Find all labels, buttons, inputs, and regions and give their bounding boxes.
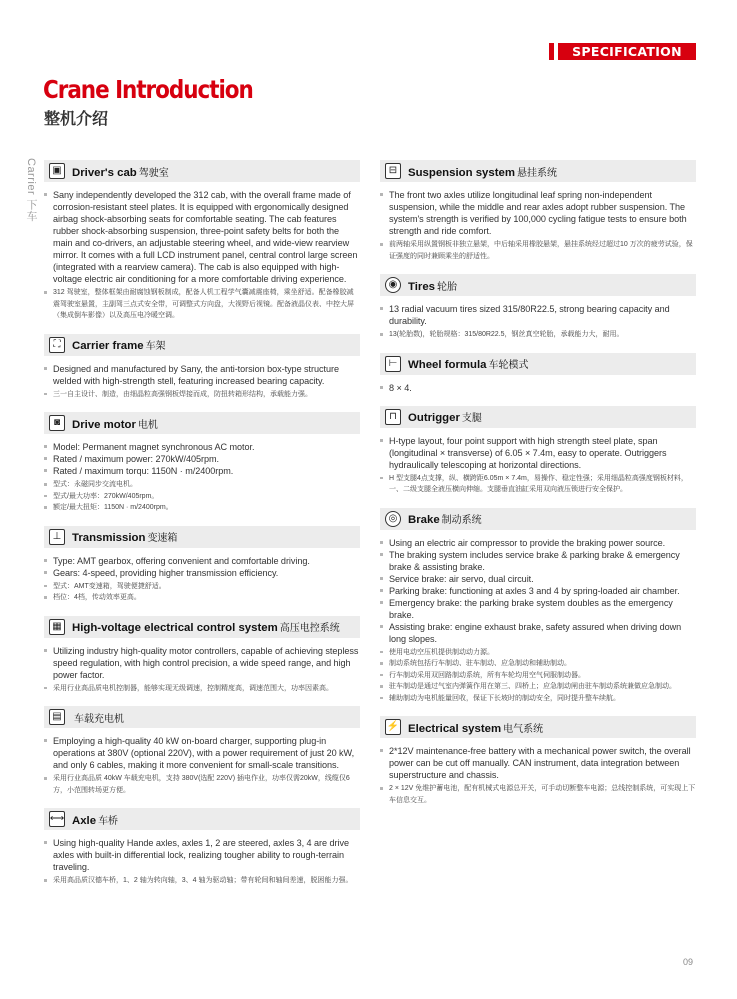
section-title-en: Electrical system <box>408 722 502 735</box>
section-title <box>408 278 457 293</box>
section-title-cn: 车桥 <box>98 815 119 827</box>
carrier-frame-icon: ⛶ <box>49 337 65 353</box>
section-drive-motor <box>44 412 360 514</box>
section-title-en: Driver's cab <box>72 166 137 179</box>
section-onboard-charger <box>44 706 360 796</box>
badge-bar <box>549 43 554 60</box>
bullet-cn: 三一自主设计、制造，由细晶粒高强钢板焊接而成，防扭转箱形结构，承载能力强。 <box>53 389 360 401</box>
section-header <box>380 508 696 530</box>
english-bullets <box>44 189 360 285</box>
left-column <box>44 160 360 899</box>
section-header <box>44 706 360 728</box>
bullet-cn: 13(轮胎数)，轮胎规格：315/80R22.5，钢丝真空轮胎，承载能力大，耐用。 <box>389 329 696 341</box>
bullet-en: H-type layout, four point support with high strength steel plate, span (longitudinal × transverse) of 6.05 × 7.4m, easy to operate. Outriggers hydraulically telescoping at horizontal directions. <box>389 435 696 471</box>
bullet-cn: 采用行业高品质电机控制器，能够实现无级调速，控制精度高，调速范围大，功率因素高。 <box>53 683 360 695</box>
english-bullets <box>44 837 360 873</box>
chinese-bullets <box>44 479 360 514</box>
section-title-en: Axle <box>72 814 97 827</box>
bullet-cn: 档位：4档，传动效率更高。 <box>53 592 360 604</box>
section-header <box>44 526 360 548</box>
bullet-en: Using high-quality Hande axles, axles 1, 2 are steered, axles 3, 4 are drive axles with built-in differential lock, realizing tougher ability to rough-terrain traveling. <box>53 837 360 873</box>
bullet-en: 8 × 4. <box>389 382 696 394</box>
section-title-en: Transmission <box>72 532 146 544</box>
bullet-cn: 制动系统包括行车制动、驻车制动、应急制动和辅助制动。 <box>389 658 696 670</box>
bullet-en: 13 radial vacuum tires sized 315/80R22.5, strong bearing capacity and durability. <box>389 303 696 327</box>
bullet-cn: 型式：永磁同步交流电机。 <box>53 479 360 491</box>
section-outrigger <box>380 406 696 496</box>
chinese-bullets <box>44 287 360 322</box>
section-header <box>380 716 696 738</box>
section-title <box>408 511 482 526</box>
chinese-bullets <box>380 239 696 262</box>
section-title-cn: 电气系统 <box>503 723 544 735</box>
drive-motor-icon: ◙ <box>49 415 65 431</box>
charger-icon: ▤ <box>49 709 65 725</box>
section-title-en: High-voltage electrical control system <box>72 622 278 634</box>
hv-control-icon: ▦ <box>49 619 65 635</box>
section-transmission <box>44 526 360 604</box>
right-column <box>380 160 696 818</box>
page-title: Crane Introduction <box>43 75 253 104</box>
section-tires <box>380 274 696 341</box>
section-title-en: Outrigger <box>408 412 460 424</box>
section-hv-control <box>44 616 360 695</box>
bullet-cn: 行车制动采用双回路制动系统，所有车轮均用空气伺服制动器。 <box>389 670 696 682</box>
english-bullets <box>380 435 696 471</box>
section-title-en: Carrier frame <box>72 340 144 352</box>
section-title-cn: 变速箱 <box>147 533 178 544</box>
section-title <box>72 416 158 431</box>
section-title <box>72 812 118 827</box>
suspension-icon: ⊟ <box>385 163 401 179</box>
chinese-bullets <box>44 389 360 401</box>
section-header <box>44 334 360 356</box>
section-title-cn: 车架 <box>145 341 166 352</box>
section-title-en: Brake <box>408 514 440 526</box>
section-title-en: Drive motor <box>72 418 136 431</box>
section-header <box>44 808 360 830</box>
section-axle <box>44 808 360 887</box>
wheel-formula-icon: ⊢ <box>385 356 401 372</box>
bullet-cn: 驻车制动是通过气室内弹簧作用在第三、四桥上；应急制动闸由驻车制动系统兼做应急制动。 <box>389 681 696 693</box>
tire-icon: ◉ <box>385 277 401 293</box>
page-subtitle: 整机介绍 <box>44 111 109 128</box>
english-bullets <box>44 441 360 477</box>
section-header <box>44 412 360 434</box>
bullet-en: Utilizing industry high-quality motor controllers, capable of achieving stepless speed regulation, with high control precision, a wide speed range, and high power factor. <box>53 645 359 680</box>
section-drivers-cab <box>44 160 360 322</box>
drivers-cab-icon: ▣ <box>49 163 65 179</box>
bullet-en: Type: AMT gearbox, offering convenient and comfortable driving. <box>53 555 360 567</box>
section-title <box>72 529 177 544</box>
bullet-cn: 型式/最大功率：270kW/405rpm。 <box>53 491 360 503</box>
bullet-cn: H 型支腿4点支撑，纵、横跨距6.05m × 7.4m，易操作、稳定性强；采用细晶粒高强度钢板材料，一、二级支腿全液压横向伸缩。支腿垂直油缸采用双向液压锁进行安全保护。 <box>389 473 696 496</box>
bullet-en: The front two axles utilize longitudinal leaf spring non-independent suspension, while the middle and rear axles adopt rubber suspension. The system's strength is verified by 100,000 cycling fatigue tests to ensure both strength and ride comfort. <box>389 189 696 237</box>
chinese-bullets <box>380 783 696 806</box>
section-title-cn: 驾驶室 <box>138 167 169 179</box>
chinese-bullets <box>44 581 360 604</box>
bullet-en: Parking brake: functioning at axles 3 and 4 by spring-loaded air chamber. <box>389 585 696 597</box>
section-header <box>380 160 696 182</box>
bullet-cn: 2 × 12V 免维护蓄电池，配有机械式电源总开关，可手动切断整车电源；总线控制系统，可实现上下车信息交互。 <box>389 783 696 806</box>
transmission-icon: ⊥ <box>49 529 65 545</box>
section-brake <box>380 508 696 705</box>
bullet-en: Using an electric air compressor to provide the braking power source. <box>389 537 696 549</box>
section-title <box>408 164 557 179</box>
english-bullets <box>380 382 696 394</box>
specification-badge <box>549 43 696 60</box>
section-title <box>72 619 340 634</box>
bullet-en: Model: Permanent magnet synchronous AC motor. <box>53 441 360 453</box>
english-bullets <box>380 303 696 327</box>
section-title-cn: 轮胎 <box>437 281 458 293</box>
section-title-en: Tires <box>408 280 436 293</box>
section-title <box>408 720 543 735</box>
chinese-bullets <box>44 773 360 796</box>
section-header <box>380 274 696 296</box>
bullet-cn: 辅助制动为电机能量回收，保证下长坡时的制动安全，同时提升整车续航。 <box>389 693 696 705</box>
bullet-en: Assisting brake: engine exhaust brake, safety assured when driving down long slopes. <box>389 621 696 645</box>
bullet-cn: 使用电动空压机提供制动动力源。 <box>389 647 696 659</box>
electrical-icon: ⚡ <box>385 719 401 735</box>
section-title <box>408 356 528 371</box>
bullet-en: Designed and manufactured by Sany, the anti-torsion box-type structure welded with high-strength stell, featuring increased bearing capacity. <box>53 363 360 387</box>
bullet-en: Service brake: air servo, dual circuit. <box>389 573 696 585</box>
bullet-cn: 型式：AMT变速箱，驾驶便捷舒适。 <box>53 581 360 593</box>
section-title <box>72 164 169 179</box>
section-title-cn: 制动系统 <box>441 515 482 526</box>
english-bullets <box>44 645 360 681</box>
english-bullets <box>380 189 696 237</box>
bullet-en: Rated / maximum torqu: 1150N · m/2400rpm. <box>53 465 360 477</box>
section-title-cn: 电机 <box>137 419 158 431</box>
english-bullets <box>44 735 360 771</box>
brake-icon: ◎ <box>385 511 401 527</box>
section-header <box>380 353 696 375</box>
outrigger-icon: ⊓ <box>385 409 401 425</box>
bullet-cn: 采用高品质汉德车桥，1、2 轴为转向轴，3、4 轴为驱动轴；带有轮间和轴间差速，脱困能力强。 <box>53 875 360 887</box>
chinese-bullets <box>44 683 360 695</box>
bullet-en: 2*12V maintenance-free battery with a mechanical power switch, the overall power can be cut off manually. CAN instrument, data integration between superstructure and chassis. <box>389 745 696 781</box>
section-title-cn: 悬挂系统 <box>516 167 557 179</box>
chinese-bullets <box>44 875 360 887</box>
section-electrical <box>380 716 696 806</box>
page-number: 09 <box>683 957 694 967</box>
section-title <box>72 337 166 352</box>
chinese-bullets <box>380 473 696 496</box>
bullet-cn: 额定/最大扭矩：1150N · m/2400rpm。 <box>53 502 360 514</box>
bullet-cn: 采用行业高品质 40kW 车载充电机，支持 380V(选配 220V) 插电作业，功率仅需20kW，线缆仅6方，小范围转场更方便。 <box>53 773 360 796</box>
badge-label: SPECIFICATION <box>558 43 696 60</box>
bullet-cn: 312 驾驶室，整体框架由耐腐蚀钢板制成，配备人机工程学气囊减震座椅，乘坐舒适。配备橡胶减震驾驶室悬置，主副驾三点式安全带，可调整式方向盘，大视野后视镜。配备液晶仪表、中控大屏（集成倒车影像）以及高压电冷暖空调。 <box>53 287 360 322</box>
bullet-en: Employing a high-quality 40 kW on-board charger, supporting plug-in operations at 380V (optional 220V), with a power requirement of just 20 kW, and only 6 cables, making it more convenient for small-scale transitions. <box>53 735 360 771</box>
section-title-cn: 高压电控系统 <box>279 623 340 634</box>
chinese-bullets <box>380 647 696 705</box>
bullet-en: Gears: 4-speed, providing higher transmission efficiency. <box>53 567 360 579</box>
section-wheel-formula <box>380 353 696 394</box>
english-bullets <box>44 363 360 387</box>
english-bullets <box>380 537 696 645</box>
section-carrier-frame <box>44 334 360 401</box>
section-title-cn: 车轮模式 <box>488 360 529 371</box>
section-header <box>44 160 360 182</box>
bullet-en: Emergency brake: the parking brake system doubles as the emergency brake. <box>389 597 696 621</box>
chinese-bullets <box>380 329 696 341</box>
section-title-en: Suspension system <box>408 166 515 179</box>
english-bullets <box>44 555 360 579</box>
axle-icon: ⟷ <box>49 811 65 827</box>
section-title <box>72 710 124 725</box>
section-title-cn: 支腿 <box>461 413 482 424</box>
bullet-en: Rated / maximum power: 270kW/405rpm. <box>53 453 360 465</box>
section-title-en: Wheel formula <box>408 359 487 371</box>
side-label: Carrier 下车 <box>25 158 37 222</box>
section-title <box>408 409 482 424</box>
section-suspension <box>380 160 696 262</box>
bullet-en: The braking system includes service brake & parking brake & emergency brake & assisting brake. <box>389 549 696 573</box>
english-bullets <box>380 745 696 781</box>
section-header <box>44 616 360 638</box>
section-header <box>380 406 696 428</box>
section-title-cn: 车载充电机 <box>74 713 124 725</box>
bullet-en: Sany independently developed the 312 cab, with the overall frame made of corrosion-resistant steel plates. It is equipped with ergonomically designed airbag shock-absorbing seats for comfortable seating. The cab features rubber shock-absorbing suspension, three-point safety belts for both the main and co-drivers, an adjustable steering wheel, and wide-view rearview mirror. It comes with a full LCD instrument panel, central control large screen (integrated with a rearview camera). The cab is also equipped with high-voltage electric air conditioning for a more comfortable driving experience. <box>53 189 360 285</box>
bullet-cn: 前两轴采用纵置钢板非独立悬架，中后轴采用橡胶悬架，悬挂系统经过超过10 万次的疲劳试验，保证强度的同时兼顾乘坐的舒适性。 <box>389 239 696 262</box>
